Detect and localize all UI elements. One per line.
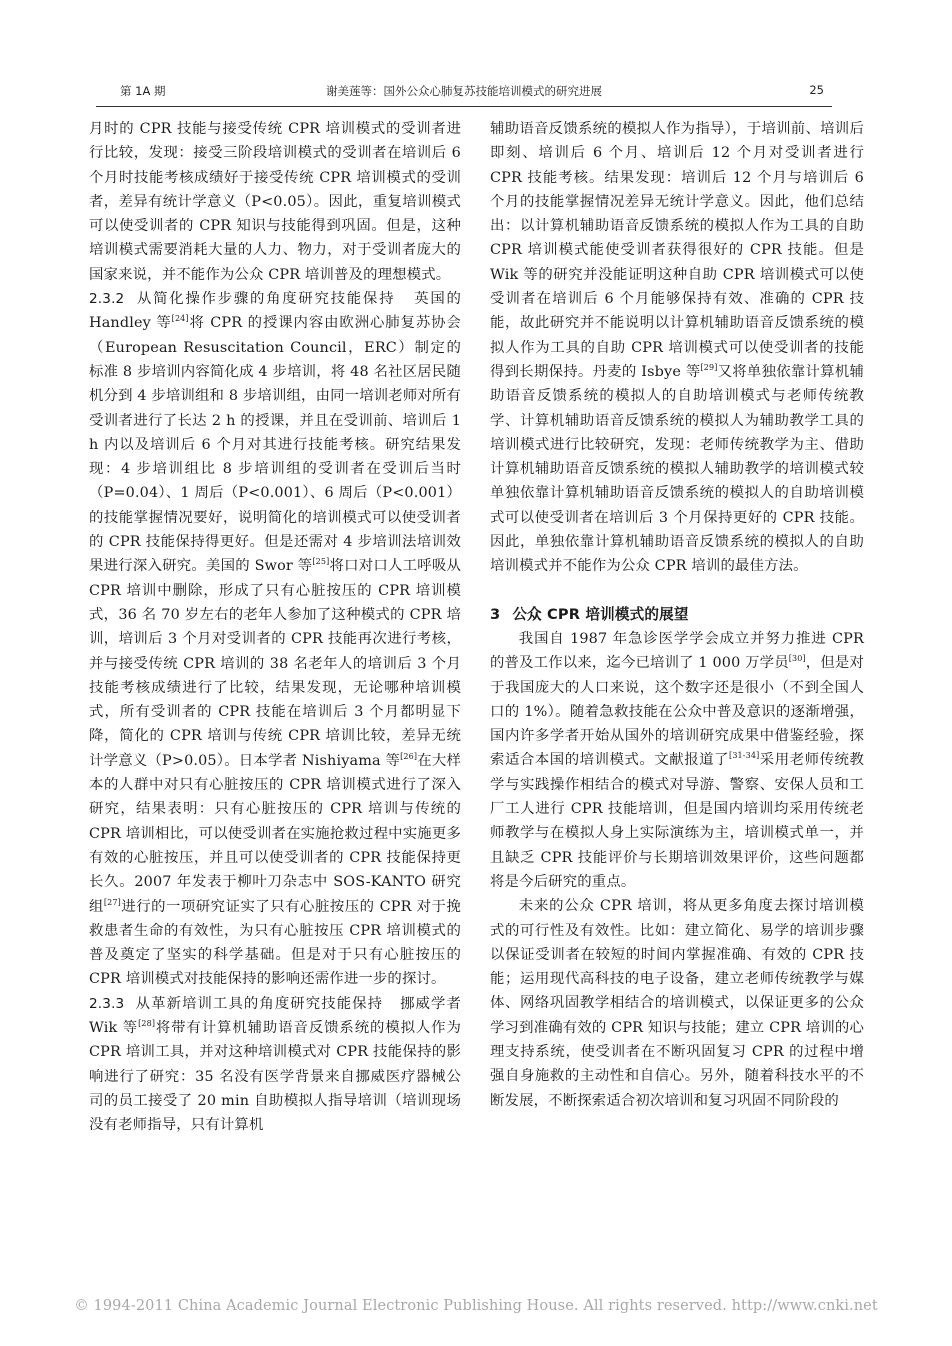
text-run: 英国的 Handley 等 bbox=[89, 291, 462, 332]
text-run: 将口对口人工呼吸从 CPR 培训中删除，形成了只有心脏按压的 CPR 培训模式，36 名 70 岁左右的老年人参加了这种模式的 CPR 培训，培训后 3 个月对受训者的 CPR 技能再次进行考核，并与接受传统 CPR 培训的 38 名老年人的培训后 3 个月技能考核成绩进行了比较，结果发现，无论哪种培训模式，所有受训者的 CPR 技能在培训后 3 个月都明显下降，简化的 CPR 培训与传统 CPR 培训比较，差异无统计学意义（P>0.05）。日本学者 Nishiyama 等 bbox=[89, 558, 461, 769]
citation: [28] bbox=[138, 1019, 156, 1029]
section-number: 2.3.2 bbox=[89, 291, 125, 308]
section-number: 3 bbox=[490, 605, 501, 623]
paragraph: 未来的公众 CPR 培训，将从更多角度去探讨培训模式的可行性及有效性。比如：建立简化、易学的培训步骤以保证受训者在较短的时间内掌握准确、有效的 CPR 技能；运用现代高科技的电子设备，建立老师传统教学与媒体、网络巩固教学相结合的培训模式，以保证更多的公众学习到准确有效的 CPR 知识与技能；建立 CPR 培训的心理支持系统，使受训者在不断巩固复习 CPR 的过程中增强自身施救的主动性和自信心。另外，随着科技水平的不断发展，不断探索适合初次培训和复习巩固不同阶段的 bbox=[490, 898, 864, 1109]
section-number: 2.3.3 bbox=[89, 995, 125, 1012]
citation: [27] bbox=[103, 897, 121, 907]
text-run: 又将单独依靠计算机辅助语音反馈系统的模拟人的自助培训模式与老师传统教学、计算机辅助语音反馈系统的模拟人为辅助教学工具的培训模式进行比较研究，发现：老师传统教学为主、借助计算机辅助语音反馈系统的模拟人辅助教学的培训模式较单独依靠计算机辅助语音反馈系统的模拟人的自助培训模式可以使受训者在培训后 3 个月保持更好的 CPR 技能。因此，单独依靠计算机辅助语音反馈系统的模拟人的自助培训模式并不能作为公众 CPR 培训的最佳方法。 bbox=[490, 363, 864, 575]
text-run: 在大样本的人群中对只有心脏按压的 CPR 培训模式进行了深入研究，结果表明：只有心脏按压的 CPR 培训与传统的 CPR 培训相比，可以使受训者在实施抢救过程中实施更多有效的心脏按压，并且可以使受训者的 CPR 技能保持更长久。2007 年发表于柳叶刀杂志中 SOS-KANTO 研究组 bbox=[89, 752, 462, 915]
text-run: 将带有计算机辅助语音反馈系统的模拟人作为 CPR 培训工具，并对这种培训模式对 CPR 技能保持的影响进行了研究：35 名没有医学背景来自挪威医疗器械公司的员工接受了 20 min 自助模拟人指导培训（培训现场没有老师指导，只有计算机 bbox=[89, 1019, 461, 1134]
section-title: 公众 CPR 培训模式的展望 bbox=[512, 605, 689, 623]
citation: [31-34] bbox=[729, 751, 760, 761]
paragraph: 月时的 CPR 技能与接受传统 CPR 培训模式的受训者进行比较，发现：接受三阶段培训模式的受训者在培训后 6 个月时技能考核成绩好于接受传统 CPR 培训模式的受训者，差异有统计学意义（P<0.05）。因此，重复培训模式可以使受训者的 CPR 知识与技能得到巩固。但是，这种培训模式需要消耗大量的人力、物力，对于受训者庞大的国家来说，并不能作为公众 CPR 培训普及的理想模式。 bbox=[89, 121, 461, 283]
text-run: 进行的一项研究证实了只有心脏按压的 CPR 对于挽救患者生命的有效性，为只有心脏按压 CPR 培训模式的普及奠定了坚实的科学基础。但是对于只有心脏按压的 CPR 培训模式对技能保持的影响还需作进一步的探讨。 bbox=[89, 898, 461, 988]
running-title: 谢美莲等：国外公众心肺复苏技能培训模式的研究进展 bbox=[326, 84, 602, 98]
right-column bbox=[490, 117, 864, 1113]
citation: [24] bbox=[171, 314, 189, 324]
text-run: ，但是对于我国庞大的人口来说，这个数字还是很小（不到全国人口的 1%）。随着急救技能在公众中普及意识的逐渐增强，国内许多学者开始从国外的培训研究成果中借鉴经验，探索适合本国的培训模式。文献报道了 bbox=[490, 655, 864, 769]
section-heading-3 bbox=[490, 603, 864, 627]
text-run: 将 CPR 的授课内容由欧洲心肺复苏协会（European Resuscitation Council，ERC）制定的标准 8 步培训内容简化成 4 步培训，将 48 名社区居民随机分到 4 步培训组和 8 步培训组，由同一培训老师对所有受训者进行了长达 2 h 的授课，并且在受训前、培训后 1 h 内以及培训后 6 个月对其进行技能考核。研究结果发现：4 步培训组比 8 步培训组的受训者在受训后当时（P=0.04）、1 周后（P<0.001）、6 周后（P<0.001）的技能掌握情况要好，说明简化的培训模式可以使受训者的 CPR 技能保持得更好。但是还需对 4 步培训法培训效果进行深入研究。美国的 Swor 等 bbox=[89, 315, 461, 575]
paragraph bbox=[490, 627, 864, 894]
copyright-footer: © 1994-2011 China Academic Journal Electronic Publishing House. All rights reserved. http://www.cnki.net bbox=[74, 1298, 878, 1314]
citation: [29] bbox=[700, 363, 718, 373]
page-number: 25 bbox=[809, 83, 824, 97]
paragraph bbox=[490, 117, 864, 579]
section-title: 从简化操作步骤的角度研究技能保持 bbox=[137, 291, 396, 308]
citation: [30] bbox=[788, 654, 806, 664]
text-run: 挪威学者 Wik 等 bbox=[89, 995, 461, 1036]
section-2-3-2 bbox=[89, 287, 461, 992]
citation: [25] bbox=[312, 557, 330, 567]
citation: [26] bbox=[400, 751, 418, 761]
text-run: 辅助语音反馈系统的模拟人作为指导），于培训前、培训后即刻、培训后 6 个月、培训后 12 个月对受训者进行 CPR 技能考核。结果发现：培训后 12 个月与培训后 6 个月的技能掌握情况差异无统计学意义。因此，他们总结出：以计算机辅助语音反馈系统的模拟人作为工具的自助 CPR 培训模式能使受训者获得很好的 CPR 技能。但是 Wik 等的研究并没能证明这种自助 CPR 培训模式可以使受训者在培训后 6 个月能够保持有效、准确的 CPR 技能，故此研究并不能说明以计算机辅助语音反馈系统的模拟人作为工具的自助 CPR 培训模式可以使受训者的技能得到长期保持。丹麦的 Isbye 等 bbox=[490, 121, 864, 380]
section-title: 从革新培训工具的角度研究技能保持 bbox=[135, 995, 384, 1012]
left-column bbox=[89, 117, 461, 1137]
text-run: 我国自 1987 年急诊医学学会成立并努力推进 CPR 的普及工作以来，迄今已培训了 1 000 万学员 bbox=[490, 630, 864, 672]
text-run: 采用老师传统教学与实践操作相结合的模式对导游、警察、安保人员和工厂工人进行 CPR 技能培训，但是国内培训均采用传统老师教学与在模拟人身上实际演练为主，培训模式单一，并且缺乏 CPR 技能评价与长期培训效果评价，这些问题都将是今后研究的重点。 bbox=[490, 752, 864, 890]
running-header bbox=[96, 80, 832, 107]
issue-number: 第 1A 期 bbox=[120, 84, 166, 98]
section-2-3-3 bbox=[89, 992, 461, 1138]
